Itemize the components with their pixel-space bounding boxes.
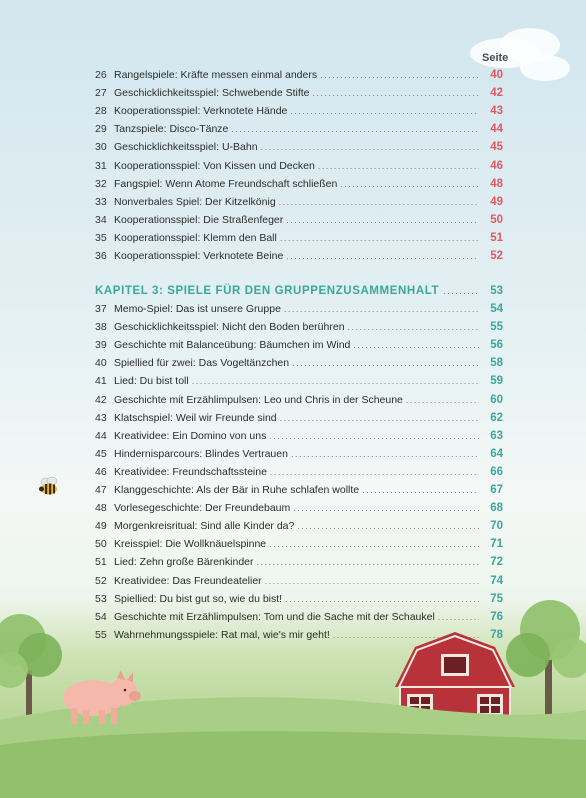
entry-number: 42 [95,393,107,406]
toc-entry[interactable] [95,84,503,102]
toc-entry[interactable] [95,391,503,409]
toc-entry[interactable] [95,608,503,626]
chapter-heading[interactable] [95,282,503,300]
entry-number: 30 [95,141,107,154]
entry-number: 46 [95,465,107,478]
toc-entry[interactable] [95,229,503,247]
leader-dots [318,157,479,175]
entry-page-number: 43 [490,105,503,118]
entry-number: 28 [95,105,107,118]
entry-title: Memo-Spiel: Das ist unsere Gruppe [114,303,281,315]
leader-dots [270,463,479,481]
entry-page-number: 63 [490,429,503,442]
entry-page-number: 58 [490,357,503,370]
entry-page-number: 64 [490,447,503,460]
entry-title: Kreatividee: Ein Domino von uns [114,429,267,442]
leader-dots [293,499,479,517]
leader-dots [286,247,479,265]
toc-entry[interactable] [95,102,503,120]
entry-page-number: 75 [490,592,503,605]
entry-page-number: 49 [490,195,503,208]
entry-page-number: 62 [490,411,503,424]
toc-entry[interactable] [95,336,503,354]
leader-dots [265,572,479,590]
pig-illustration [55,668,145,728]
entry-title: Kooperationsspiel: Verknotete Hände [114,105,288,118]
entry-page-number: 45 [490,141,503,154]
leader-dots [443,282,479,300]
toc-entry[interactable] [95,120,503,138]
page-column-label: Seite [482,52,509,64]
entry-page-number: 76 [490,610,503,623]
entry-title: Klanggeschichte: Als der Bär in Ruhe schlafen wollte [114,484,360,496]
entry-number: 43 [95,411,107,424]
leader-dots [280,409,479,427]
leader-dots [320,66,479,84]
entry-title: Lied: Zehn große Bärenkinder [114,556,254,569]
leader-dots [297,517,479,535]
entry-number: 55 [95,628,107,641]
entry-page-number: 71 [490,538,503,551]
entry-page-number: 46 [490,159,503,172]
chapter-page-number: 53 [490,285,503,297]
entry-title: Kreatividee: Freundschaftssteine [114,465,267,478]
entry-page-number: 67 [490,484,503,496]
leader-dots [269,427,479,445]
chapter-title: KAPITEL 3: SPIELE FÜR DEN GRUPPENZUSAMMENHALT [95,285,440,297]
leader-dots [290,102,479,120]
entry-page-number: 74 [490,574,503,587]
entry-page-number: 59 [490,375,503,388]
entry-page-number: 50 [490,213,503,226]
toc-entry[interactable] [95,445,503,463]
leader-dots [279,193,479,211]
leader-dots [313,84,479,102]
entry-title: Hindernisparcours: Blindes Vertrauen [114,447,288,460]
entry-number: 54 [95,610,107,623]
entry-number: 35 [95,231,107,244]
entry-number: 41 [95,375,107,388]
entry-title: Geschichte mit Erzählimpulsen: Tom und die Sache mit der Schaukel [114,610,435,623]
leader-dots [438,608,479,626]
entry-title: Kooperationsspiel: Von Kissen und Decken [114,159,315,172]
leader-dots [348,318,479,336]
entry-number: 40 [95,357,107,370]
toc-entry[interactable] [95,409,503,427]
toc-entry[interactable] [95,318,503,336]
leader-dots [284,300,479,318]
entry-title: Spiellied: Du bist gut so, wie du bist! [114,592,283,605]
toc-entry[interactable] [95,499,503,517]
leader-dots [292,354,479,372]
entry-number: 50 [95,538,107,551]
entry-title: Klatschspiel: Weil wir Freunde sind [114,411,277,424]
entry-page-number: 54 [490,303,503,315]
leader-dots [269,535,479,553]
entry-title: Vorlesegeschichte: Der Freundebaum [114,502,291,515]
entry-title: Tanzspiele: Disco-Tänze [114,123,229,136]
entry-title: Rangelspiele: Kräfte messen einmal anders [114,69,318,81]
toc-entry[interactable] [95,193,503,211]
entry-page-number: 66 [490,465,503,478]
entry-title: Fangspiel: Wenn Atome Freundschaft schließen [114,177,338,190]
toc-entry[interactable] [95,463,503,481]
entry-number: 44 [95,429,107,442]
entry-number: 33 [95,195,107,208]
leader-dots [286,211,479,229]
toc-entry[interactable] [95,517,503,535]
leader-dots [362,481,479,499]
entry-page-number: 42 [490,87,503,100]
leader-dots [353,336,479,354]
entry-title: Kooperationsspiel: Die Straßenfeger [114,213,284,226]
leader-dots [280,229,479,247]
leader-dots [340,175,479,193]
entry-title: Geschicklichkeitsspiel: Schwebende Stifte [114,87,310,100]
leader-dots [231,120,479,138]
entry-page-number: 48 [490,177,503,190]
toc-entry[interactable] [95,590,503,608]
entry-number: 47 [95,484,107,496]
entry-number: 37 [95,303,107,315]
entry-number: 27 [95,87,107,100]
entry-title: Morgenkreisritual: Sind alle Kinder da? [114,520,295,533]
entry-page-number: 44 [490,123,503,136]
toc-entry[interactable] [95,372,503,390]
entry-number: 49 [95,520,107,533]
entry-title: Kreatividee: Das Freundeatelier [114,574,262,587]
entry-title: Spiellied für zwei: Das Vogeltänzchen [114,357,290,370]
entry-page-number: 52 [490,250,503,262]
bee-icon [37,476,61,498]
entry-number: 39 [95,339,107,352]
toc-entry[interactable] [95,247,503,265]
toc-entry[interactable] [95,300,503,318]
leader-dots [257,553,480,571]
entry-number: 48 [95,502,107,515]
toc-entry[interactable] [95,211,503,229]
entry-title: Geschicklichkeitsspiel: Nicht den Boden berühren [114,321,345,334]
entry-page-number: 60 [490,393,503,406]
entry-title: Kooperationsspiel: Verknotete Beine [114,250,284,262]
entry-page-number: 70 [490,520,503,533]
toc-entry[interactable] [95,138,503,156]
leader-dots [285,590,479,608]
entry-page-number: 68 [490,502,503,515]
entry-number: 38 [95,321,107,334]
toc-entry[interactable] [95,427,503,445]
entry-number: 26 [95,69,107,81]
entry-title: Nonverbales Spiel: Der Kitzelkönig [114,195,276,208]
toc-entry[interactable] [95,535,503,553]
entry-title: Geschicklichkeitsspiel: U-Bahn [114,141,258,154]
toc-entry[interactable] [95,157,503,175]
entry-number: 53 [95,592,107,605]
toc-entry[interactable] [95,66,503,84]
leader-dots [406,391,479,409]
entry-page-number: 40 [490,69,503,81]
entry-number: 36 [95,250,107,262]
entry-title: Lied: Du bist toll [114,375,189,388]
entry-page-number: 78 [490,628,503,641]
cloud-illustration [520,55,570,81]
entry-title: Kreisspiel: Die Wollknäuelspinne [114,538,267,551]
entry-title: Wahrnehmungsspiele: Rat mal, wie's mir geht! [114,628,330,641]
toc-entry[interactable] [95,553,503,571]
entry-page-number: 72 [490,556,503,569]
entry-title: Kooperationsspiel: Klemm den Ball [114,231,277,244]
entry-number: 45 [95,447,107,460]
entry-number: 52 [95,574,107,587]
entry-page-number: 51 [490,231,503,244]
leader-dots [261,138,479,156]
entry-number: 29 [95,123,107,136]
entry-title: Geschichte mit Erzählimpulsen: Leo und Chris in der Scheune [114,393,403,406]
entry-page-number: 55 [490,321,503,334]
toc-entry[interactable] [95,572,503,590]
entry-page-number: 56 [490,339,503,352]
entry-number: 51 [95,556,107,569]
leader-dots [192,372,479,390]
entry-number: 34 [95,213,107,226]
entry-number: 32 [95,177,107,190]
toc-entry[interactable] [95,175,503,193]
entry-number: 31 [95,159,107,172]
toc-entry[interactable] [95,354,503,372]
leader-dots [291,445,479,463]
toc-entry[interactable] [95,481,503,499]
entry-title: Geschichte mit Balanceübung: Bäumchen im Wind [114,339,351,352]
